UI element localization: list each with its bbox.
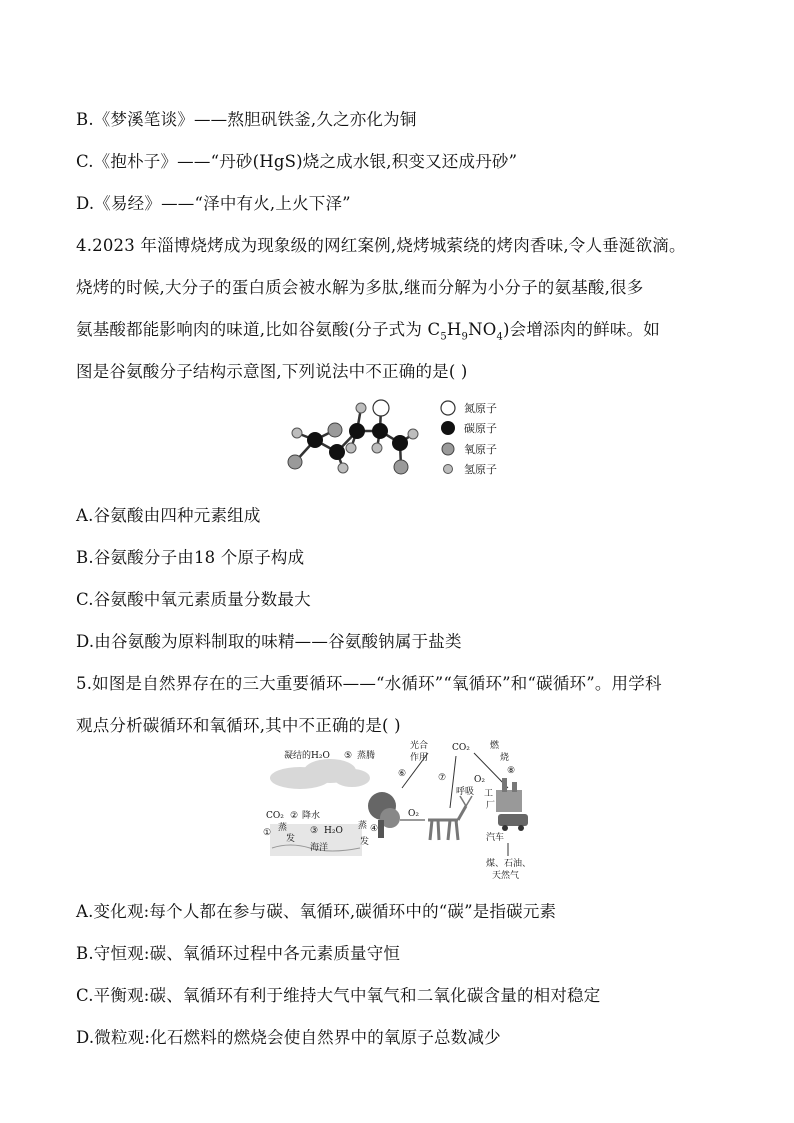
label-factory-1: 工 (484, 789, 494, 799)
q5-stem-line2: 观点分析碳循环和氧循环,其中不正确的是( ) (76, 716, 401, 735)
q4-option-b: B.谷氨酸分子由18 个原子构成 (76, 548, 305, 567)
legend-label-carbon: 碳原子 (464, 422, 497, 435)
legend-nitrogen (440, 400, 497, 416)
label-rain: 降水 (302, 811, 321, 821)
q3-option-c: C.《抱朴子》——“丹砂(HgS)烧之成水银,积变又还成丹砂” (76, 152, 518, 171)
q4-option-a: A.谷氨酸由四种元素组成 (76, 506, 261, 525)
q4-stem-line4: 图是谷氨酸分子结构示意图,下列说法中不正确的是( ) (76, 362, 468, 381)
label-n6: ⑥ (398, 769, 407, 779)
label-n2: ② (290, 811, 299, 821)
glutamic-acid-molecule-figure (285, 394, 435, 484)
q5-option-d: D.微粒观:化石燃料的燃烧会使自然界中的氧原子总数减少 (76, 1028, 501, 1047)
label-evap2-b: 发 (360, 837, 370, 847)
legend-label-nitrogen: 氮原子 (464, 402, 497, 415)
label-fuel-2: 天然气 (492, 871, 520, 881)
hydrogen-atom-icon (440, 461, 456, 477)
label-condensed-water: 凝结的H₂O (284, 751, 330, 761)
q5-stem-line1: 5.如图是自然界存在的三大重要循环——“水循环”“氧循环”和“碳循环”。用学科 (76, 674, 662, 693)
q4-stem-line1: 4.2023 年淄博烧烤成为现象级的网红案例,烧烤城萦绕的烤肉香味,令人垂涎欲滴。 (76, 236, 686, 255)
label-breath: 呼吸 (456, 787, 475, 797)
q4-stem-line3: 氨基酸都能影响肉的味道,比如谷氨酸(分子式为 $C_5H_9NO_4$)会增添肉的鲜味。如 (76, 320, 660, 343)
label-n7: ⑦ (438, 773, 447, 783)
q4-stem-line2: 烧烤的时候,大分子的蛋白质会被水解为多肽,继而分解为小分子的氨基酸,很多 (76, 278, 644, 297)
legend-oxygen (440, 441, 497, 457)
label-o2-top: O₂ (474, 775, 485, 785)
label-n5: ⑤ (344, 751, 353, 761)
label-ocean: 海洋 (310, 843, 329, 853)
label-n1: ① (263, 828, 272, 838)
label-o2-mid: O₂ (408, 809, 419, 819)
q5-option-a: A.变化观:每个人都在参与碳、氧循环,碳循环中的“碳”是指碳元素 (76, 902, 557, 921)
factory-icon (496, 778, 522, 812)
q5-option-b: B.守恒观:碳、氧循环过程中各元素质量守恒 (76, 944, 401, 963)
deer-icon (428, 796, 472, 840)
legend-label-oxygen: 氧原子 (464, 443, 497, 456)
q4-option-d: D.由谷氨酸为原料制取的味精——谷氨酸钠属于盐类 (76, 632, 462, 651)
label-co2-top: CO₂ (452, 743, 470, 753)
q3-option-d: D.《易经》——“泽中有火,上火下泽” (76, 194, 351, 213)
nitrogen-atom-icon (440, 400, 456, 416)
label-burn-2: 烧 (500, 753, 510, 763)
label-n3: ③ (310, 826, 319, 836)
q4-option-c: C.谷氨酸中氧元素质量分数最大 (76, 590, 311, 609)
label-n4: ④ (370, 824, 379, 834)
label-h2o: H₂O (324, 826, 343, 836)
carbon-atom-icon (440, 420, 456, 436)
label-burn-1: 燃 (490, 741, 500, 751)
q3-option-b: B.《梦溪笔谈》——熬胆矾铁釜,久之亦化为铜 (76, 110, 417, 129)
label-photo-2: 作用 (410, 753, 429, 763)
oxygen-atom-icon (440, 441, 456, 457)
label-evap-b: 发 (286, 834, 296, 844)
label-evap-a: 蒸 (278, 823, 288, 833)
label-co2-left: CO₂ (266, 811, 284, 821)
cloud-icon (270, 759, 370, 789)
legend-hydrogen (440, 461, 497, 477)
legend-label-hydrogen: 氢原子 (464, 463, 497, 476)
label-car: 汽车 (486, 833, 505, 843)
label-factory-2: 厂 (486, 801, 496, 811)
label-evapotranspiration: 蒸腾 (357, 751, 376, 761)
label-n8: ⑧ (507, 766, 516, 776)
label-evap2-a: 蒸 (358, 821, 368, 831)
label-fuel-1: 煤、石油、 (486, 859, 532, 869)
label-photo-1: 光合 (410, 741, 429, 751)
legend-carbon (440, 420, 497, 436)
car-icon (498, 814, 528, 831)
q5-option-c: C.平衡观:碳、氧循环有利于维持大气中氧气和二氧化碳含量的相对稳定 (76, 986, 601, 1005)
nature-cycle-figure (260, 738, 550, 883)
